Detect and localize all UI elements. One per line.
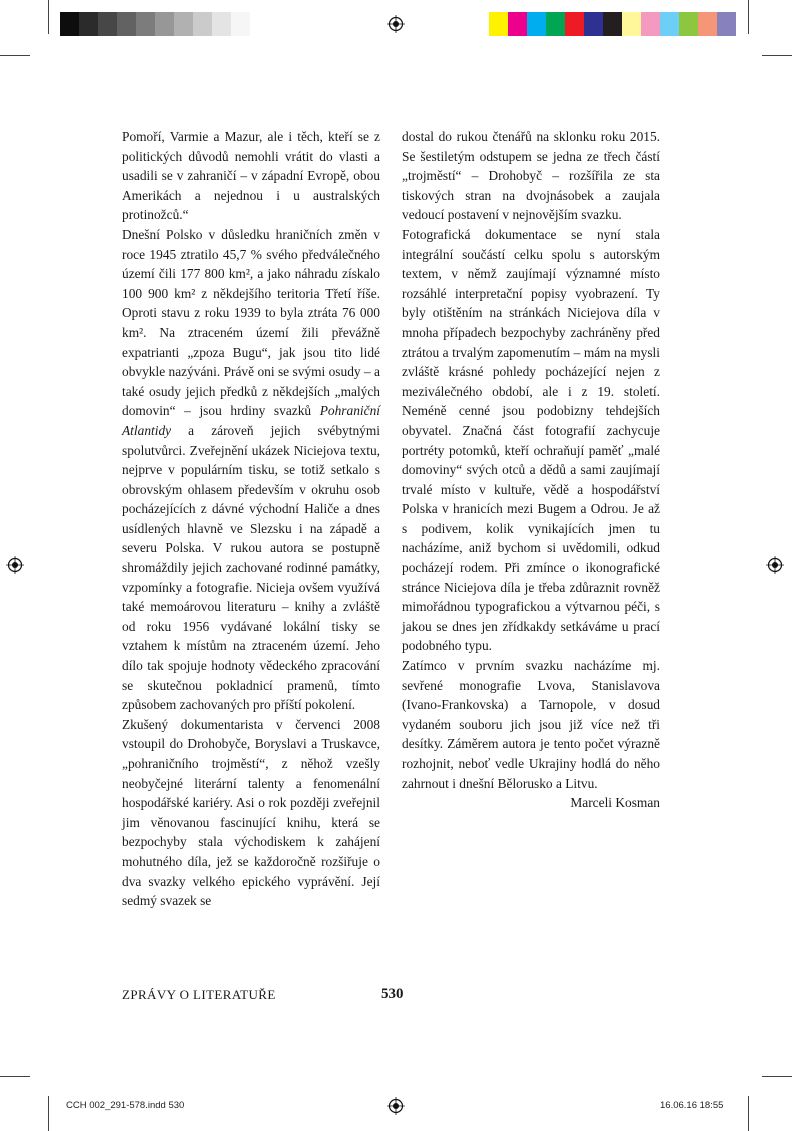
paragraph: Zatímco v prvním svazku nacházíme mj. sevřené monografie Lvova, Stanislavova (Ivano-Frankovska) a Tarnopole, v dosud vydaném souboru jich jsou již více než tři desítky. Záměrem autora je tento počet výrazně rozhojnit, neboť vedle Ukrajiny hodlá do něho zahrnout i dnešní Bělorusko a Litvu. <box>402 658 660 791</box>
color-swatch <box>717 12 736 36</box>
color-swatch <box>660 12 679 36</box>
crop-mark <box>48 0 49 34</box>
grayscale-color-bar <box>60 12 250 36</box>
color-swatch <box>584 12 603 36</box>
crop-mark <box>0 55 30 56</box>
book-title: Pohraniční Atlantidy <box>122 403 380 438</box>
color-swatch <box>546 12 565 36</box>
color-swatch <box>98 12 117 36</box>
paragraph: dostal do rukou čtenářů na sklonku roku 2015. Se šestiletým odstupem se jedna ze třech částí „trojměstí“ – Drohobyč – rozšířila ze sta tiskových stran na dvojnásobek a zaujala vedoucí postavení v nejnovějším svazku. <box>402 129 660 223</box>
color-swatch <box>212 12 231 36</box>
color-swatch <box>174 12 193 36</box>
color-swatch <box>231 12 250 36</box>
registration-mark-icon <box>387 1097 405 1115</box>
color-swatch <box>527 12 546 36</box>
paragraph <box>122 225 380 715</box>
running-footer-title: ZPRÁVY O LITERATUŘE <box>122 987 276 1002</box>
color-swatch <box>622 12 641 36</box>
text-column-left <box>122 127 380 911</box>
color-swatch <box>489 12 508 36</box>
slug-datetime: 16.06.16 18:55 <box>660 1100 724 1111</box>
color-swatch <box>508 12 527 36</box>
paragraph: Pomoří, Varmie a Mazur, ale i těch, kteří se z politických důvodů nemohli vrátit do vlasti a usadili se v zahraničí – v západní Evropě, obou Amerikách a nejednou i u australských protinožců.“ <box>122 129 380 223</box>
author-signature: Marceli Kosman <box>570 795 660 811</box>
registration-mark-icon <box>766 556 784 574</box>
color-swatch <box>155 12 174 36</box>
color-swatch <box>79 12 98 36</box>
slug-filename: CCH 002_291-578.indd 530 <box>66 1100 185 1111</box>
color-swatch <box>679 12 698 36</box>
text-column-right <box>402 127 660 813</box>
color-swatch <box>603 12 622 36</box>
color-swatch <box>698 12 717 36</box>
paragraph-text: a zároveň jejich svébytnými spolutvůrci. Zveřejnění ukázek Niciejova textu, nejprve v populárním tisku, se totiž setkalo s obrovským ohlasem především v okruhu osob pocházejících z dávné východní Haliče a dnes usídlených hlavně ve Slezsku i na západě a severu Polska. V rukou autora se postupně shromáždily jejich zachované rodinné památky, vzpomínky a fotografie. Niciejа ovšem využívá také memoárovou literaturu – knihy a zvláště od roku 1956 vydávané lokální tisky se vztahem k místům na ztraceném území. Jeho dílo tak spojuje hodnoty vědeckého zpracování se skutečnou pokladnicí pramenů, tímto způsobem zachovaných pro příští pokolení. <box>122 422 380 713</box>
process-color-bar <box>489 12 736 36</box>
color-swatch <box>117 12 136 36</box>
paragraph: Fotografická dokumentace se nyní stala integrální součástí celku spolu s autorským textem, v němž zaujímají významné místo rozsáhlé interpretační popisy vyobrazení. Ty byly otištěním na stránkách Niciejova díla v mnoha případech bezpochyby zachráněny před ztrátou a trvalým zapomenutím – mám na mysli zvláště krásné pohledy pocházející nejen z meziválečného období, ale i z 19. století. Neméně cenné jsou podobizny tehdejších obyvatel. Značná část fotografií zachycuje portréty potomků, kteří ochraňují paměť „malé domoviny“ svých otců a dědů a sami zaujímají trvalé místo v kultuře, vědě a hospodářství Polska v hranicích mezi Bugem a Odrou. Je až s podivem, kolik vynikajících jmen tu nacházíme, aniž bychom si uvědomili, odkud pocházejí rodem. Při zmínce o ikonografické stránce Niciejova díla je třeba zdůraznit rovněž mimořádnou typografickou a výtvarnou péči, s jakou se dnes jen zřídkakdy setkáváme u prací podobného typu. <box>402 226 660 654</box>
registration-mark-icon <box>6 556 24 574</box>
paragraph-text: Dnešní Polsko v důsledku hraničních změn v roce 1945 ztratilo 45,7 % svého předválečného území čili 177 800 km², a jako náhradu získalo 100 900 km² z někdejšího teritoria Třetí říše. Oproti stavu z roku 1939 to byla ztráta 76 000 km². Na ztraceném území žili převážně expatrianti „zpoza Bugu“, jak jsou tito lidé obvykle nazýváni. Právě oni se svými osudy – a také osudy jejich předků z někdejších „malých domovin“ – jsou hrdiny svazků <box>122 226 380 419</box>
registration-mark-icon <box>387 15 405 33</box>
crop-mark <box>48 1096 49 1131</box>
color-swatch <box>136 12 155 36</box>
crop-mark <box>748 1096 749 1131</box>
crop-mark <box>762 1076 792 1077</box>
color-swatch <box>60 12 79 36</box>
crop-mark <box>762 55 792 56</box>
page-number: 530 <box>381 986 404 1002</box>
color-swatch <box>193 12 212 36</box>
color-swatch <box>641 12 660 36</box>
crop-mark <box>748 0 749 34</box>
paragraph: Zkušený dokumentarista v červenci 2008 vstoupil do Drohobyče, Boryslavi a Truskavce, „pohraničního trojměstí“, z něhož vzešly neobyčejné literární talenty a fenomenální hospodářské kariéry. Asi o rok později zveřejnil jim věnovanou fascinující knihu, která se bezpochyby stala východiskem k zahájení mohutného díla, jež se každoročně rozšiřuje o dva svazky velkého epického vyprávění. Její sedmý svazek se <box>122 716 380 909</box>
color-swatch <box>565 12 584 36</box>
crop-mark <box>0 1076 30 1077</box>
